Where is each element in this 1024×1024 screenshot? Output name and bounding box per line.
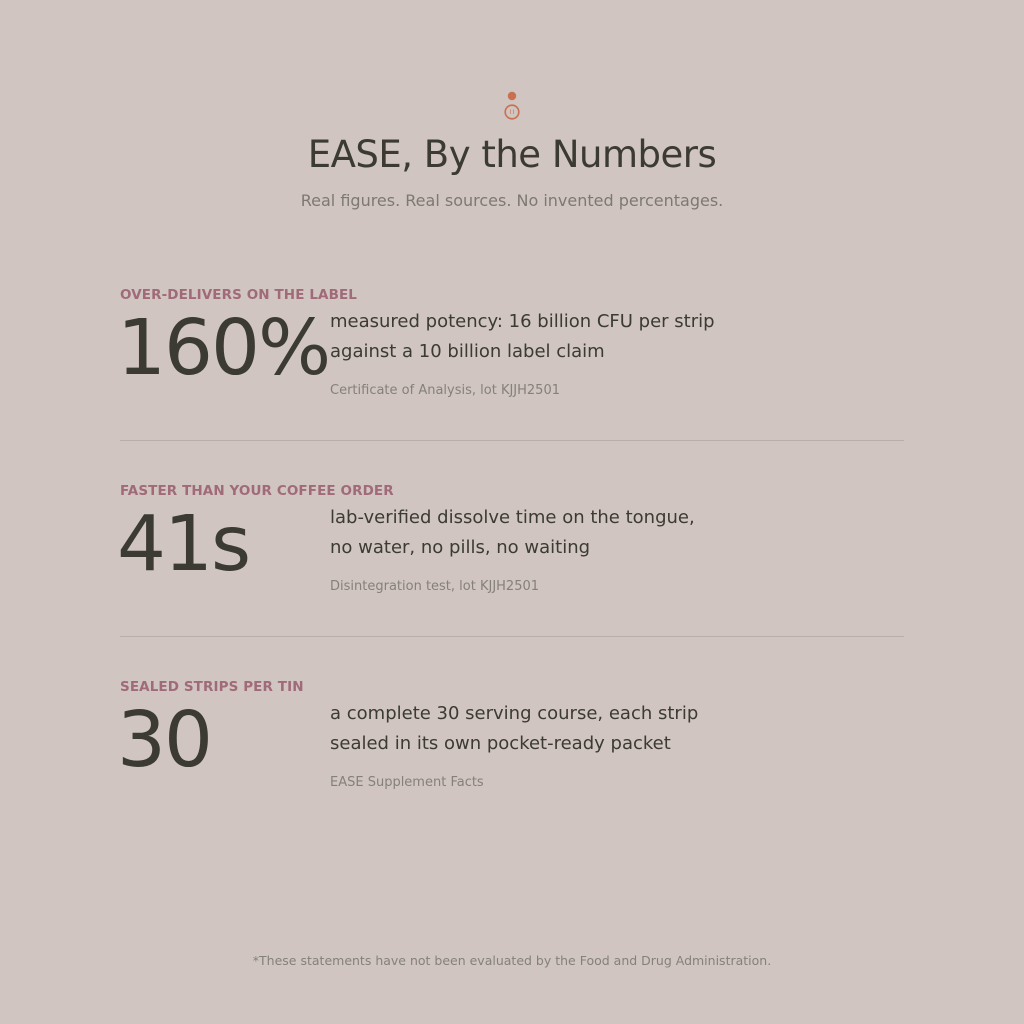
divider <box>120 440 904 441</box>
stat-description-line: no water, no pills, no waiting <box>330 537 591 558</box>
stat-source: Certificate of Analysis, lot KJJH2501 <box>330 383 560 398</box>
page-title: EASE, By the Numbers <box>307 133 717 176</box>
page-subtitle: Real figures. Real sources. No invented percentages. <box>300 191 724 210</box>
stat-source: Disintegration test, lot KJJH2501 <box>330 579 540 594</box>
stat-description-line: sealed in its own pocket-ready packet <box>330 733 671 754</box>
stat-value: 30 <box>117 696 211 785</box>
stat-kicker: OVER-DELIVERS ON THE LABEL <box>120 287 357 303</box>
divider <box>120 636 904 637</box>
stat-dissolve-time <box>117 483 904 643</box>
stat-description-line: a complete 30 serving course, each strip <box>330 703 699 724</box>
ease-logo-icon <box>502 90 522 122</box>
stat-description <box>330 699 770 759</box>
stat-value: 160% <box>117 304 330 393</box>
fda-disclaimer: *These statements have not been evaluated by the Food and Drug Administration. <box>252 953 772 968</box>
stat-strips-per-tin <box>117 679 904 839</box>
stat-description-line: measured potency: 16 billion CFU per strip <box>330 311 715 332</box>
stat-potency <box>117 287 904 447</box>
stat-kicker: SEALED STRIPS PER TIN <box>120 679 304 695</box>
stat-source: EASE Supplement Facts <box>330 775 484 790</box>
stat-description <box>330 503 770 563</box>
stat-value: 41s <box>117 500 250 589</box>
stat-description <box>330 307 770 367</box>
stat-description-line: lab-verified dissolve time on the tongue, <box>330 507 695 528</box>
stat-kicker: FASTER THAN YOUR COFFEE ORDER <box>120 483 394 499</box>
stat-description-line: against a 10 billion label claim <box>330 341 605 362</box>
